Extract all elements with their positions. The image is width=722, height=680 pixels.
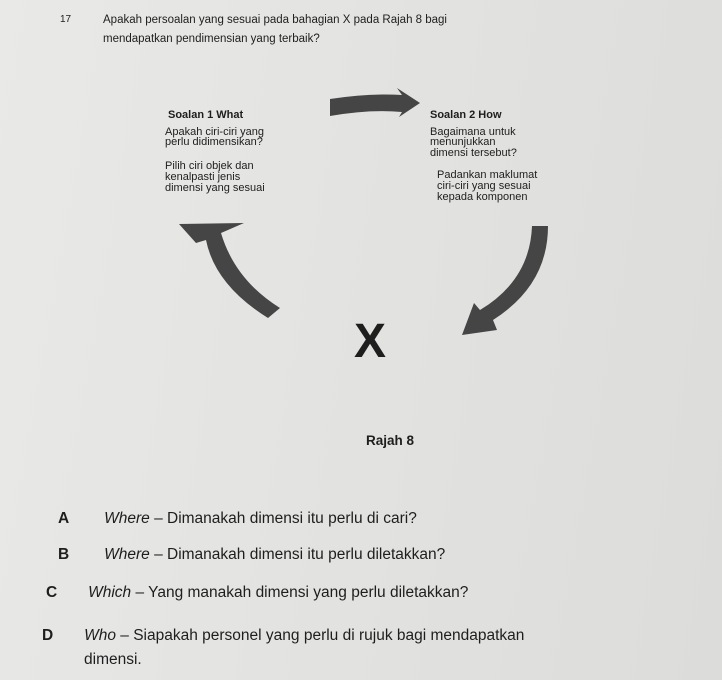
option-d-letter: D (42, 627, 54, 644)
option-a-keyword: Where (104, 510, 150, 527)
box2-line-3: dimensi tersebut? (430, 147, 517, 159)
box1-line-5: dimensi yang sesuai (165, 182, 265, 194)
option-d-keyword: Who (84, 627, 116, 644)
option-d[interactable] (42, 627, 524, 645)
box2-line-2: menunjukkan (430, 136, 496, 148)
box1-line-2: perlu didimensikan? (165, 136, 263, 148)
question-text-line-1: Apakah persoalan yang sesuai pada bahagian X pada Rajah 8 bagi (103, 14, 447, 26)
arrow-left-icon (179, 223, 280, 318)
box1-title: Soalan 1 What (168, 109, 244, 121)
option-a[interactable] (58, 510, 417, 528)
option-d-continuation: dimensi. (84, 651, 142, 668)
option-c[interactable] (46, 584, 468, 602)
box1-line-3: Pilih ciri objek dan (165, 160, 254, 172)
box2-line-1: Bagaimana untuk (430, 126, 516, 138)
box2-title: Soalan 2 How (430, 109, 502, 121)
arrow-top-icon (330, 88, 420, 117)
option-a-text: – Dimanakah dimensi itu perlu di cari? (149, 510, 417, 527)
box1-line-1: Apakah ciri-ciri yang (165, 126, 265, 138)
option-c-keyword: Which (88, 584, 132, 601)
option-a-letter: A (58, 510, 70, 527)
option-d-text: – Siapakah personel yang perlu di rujuk bagi mendapatkan (115, 627, 525, 644)
box2-line-4: Padankan maklumat (437, 169, 538, 181)
figure-caption: Rajah 8 (366, 433, 415, 448)
question-text-line-2: mendapatkan pendimensian yang terbaik? (103, 33, 320, 45)
option-c-text: – Yang manakah dimensi yang perlu diletakkan? (131, 584, 469, 601)
arrow-right-icon (462, 226, 548, 335)
box1-line-4: kenalpasti jenis (165, 171, 241, 183)
section-x-label: X (354, 315, 387, 368)
option-b-text: – Dimanakah dimensi itu perlu diletakkan? (149, 546, 446, 563)
box2-line-6: kepada komponen (437, 191, 528, 203)
box2-line-5: ciri-ciri yang sesuai (437, 180, 531, 192)
option-b[interactable] (58, 546, 445, 564)
option-b-letter: B (58, 546, 70, 563)
option-c-letter: C (46, 584, 58, 601)
question-number: 17 (60, 14, 72, 25)
option-b-keyword: Where (104, 546, 150, 563)
